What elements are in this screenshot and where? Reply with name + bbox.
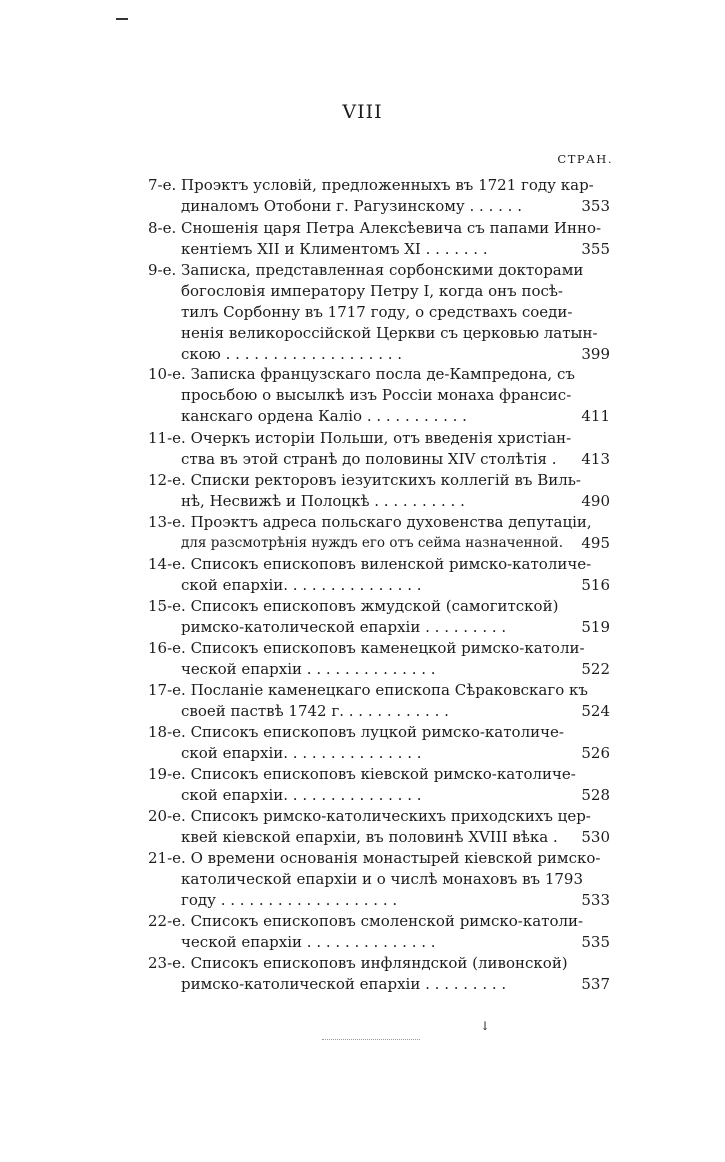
toc-entry-line <box>148 532 610 554</box>
toc-entry-page: 528 <box>581 786 610 804</box>
toc-entry-text: 8-е. Сношенія царя Петра Алексѣевича съ папами Инно- <box>148 219 602 237</box>
toc-entry-line <box>148 973 610 995</box>
toc-entry-text: 17-е. Посланіе каменецкаго епископа Сѣраковскаго къ <box>148 681 588 699</box>
toc-entry-line <box>148 343 610 365</box>
toc-entry-text: ческой епархіи . . . . . . . . . . . . . . <box>181 933 436 951</box>
toc-entry <box>148 952 610 994</box>
toc-entry-line <box>148 363 610 385</box>
toc-entry-page: 530 <box>581 828 610 846</box>
toc-entry-text: квей кіевской епархіи, въ половинѣ XVIII вѣка . <box>181 828 558 846</box>
toc-entry-line <box>148 889 610 911</box>
toc-entry-line <box>148 174 610 196</box>
toc-entry-text: 21-е. О времени основанія монастырей кіевской римско- <box>148 849 601 867</box>
toc-entry-line <box>148 679 610 701</box>
end-rule <box>322 1039 420 1040</box>
toc-entry-page: 399 <box>581 345 610 363</box>
toc-entry-text: 9-е. Записка, представленная сорбонскими докторами <box>148 261 584 279</box>
toc-entry-text: 7-е. Проэктъ условій, предложенныхъ въ 1721 году кар- <box>148 176 594 194</box>
toc-entry <box>148 805 610 847</box>
toc-entry-text: кентіемъ XII и Климентомъ XI . . . . . . . <box>181 240 488 258</box>
toc-entry <box>148 721 610 763</box>
toc-entry-text: римско-католической епархіи . . . . . . . . . <box>181 618 507 636</box>
toc-entry <box>148 679 610 721</box>
toc-entry-text: просьбою о высылкѣ изъ Россіи монаха франсис- <box>181 386 572 404</box>
toc-entry-text: 23-е. Списокъ епископовъ инфляндской (ливонской) <box>148 954 568 972</box>
toc-entry-line <box>148 405 610 427</box>
page-number: VIII <box>342 101 383 123</box>
toc-entry <box>148 363 610 426</box>
toc-entry-page: 495 <box>581 534 610 552</box>
toc-entry-page: 490 <box>581 492 610 510</box>
toc-entry-text: 22-е. Списокъ епископовъ смоленской римско-католи- <box>148 912 584 930</box>
toc-entry <box>148 469 610 511</box>
toc-entry <box>148 637 610 679</box>
toc-entry-line <box>148 384 610 406</box>
toc-entry-text: ческой епархіи . . . . . . . . . . . . . . <box>181 660 436 678</box>
toc-entry-page: 355 <box>581 240 610 258</box>
toc-entry-text: диналомъ Отобони г. Рагузинскому . . . . . . <box>181 197 522 215</box>
toc-entry <box>148 259 610 364</box>
toc-entry-line <box>148 322 610 344</box>
toc-entry-page: 524 <box>581 702 610 720</box>
toc-entry-text: 14-е. Списокъ епископовъ виленской римско-католиче- <box>148 555 592 573</box>
toc-entry <box>148 553 610 595</box>
toc-entry-line <box>148 616 610 638</box>
toc-entry-text: 19-е. Списокъ епископовъ кіевской римско-католиче- <box>148 765 576 783</box>
toc-entry-page: 519 <box>581 618 610 636</box>
toc-entry-line <box>148 553 610 575</box>
toc-entry-text: 15-е. Списокъ епископовъ жмудской (самогитской) <box>148 597 559 615</box>
toc-entry-page: 353 <box>581 197 610 215</box>
toc-entry-line <box>148 217 610 239</box>
toc-entry-text: ненія великороссійской Церкви съ церковью латын- <box>181 324 598 342</box>
toc-entry-text: католической епархіи и о числѣ монаховъ въ 1793 <box>181 870 584 888</box>
toc-entry-text: ства въ этой странѣ до половины XIV столѣтія . <box>181 450 557 468</box>
toc-entry <box>148 910 610 952</box>
toc-entry-line <box>148 280 610 302</box>
toc-entry-text: богословія императору Петру I, когда онъ посѣ- <box>181 282 564 300</box>
toc-entry-line <box>148 868 610 890</box>
toc-entry-line <box>148 847 610 869</box>
toc-entry-line <box>148 784 610 806</box>
toc-entry-text: 18-е. Списокъ епископовъ луцкой римско-католиче- <box>148 723 564 741</box>
toc-entry-text: 13-е. Проэктъ адреса польскаго духовенства депутаціи, <box>148 513 592 531</box>
toc-entry-line <box>148 574 610 596</box>
toc-entry-text: канскаго ордена Каліо . . . . . . . . . . . <box>181 407 467 425</box>
toc-entry-text: для разсмотрѣнія нуждъ его отъ сейма назначенной. <box>181 535 563 551</box>
toc-entry-line <box>148 910 610 932</box>
toc-entry-line <box>148 700 610 722</box>
toc-entry-line <box>148 763 610 785</box>
toc-entry-line <box>148 427 610 449</box>
toc-entry-line <box>148 238 610 260</box>
toc-entry-line <box>148 637 610 659</box>
toc-entry-page: 413 <box>581 450 610 468</box>
toc-entry-line <box>148 658 610 680</box>
toc-entry <box>148 847 610 910</box>
toc-entry-page: 522 <box>581 660 610 678</box>
toc-entry <box>148 763 610 805</box>
toc-entry-line <box>148 952 610 974</box>
toc-entry-line <box>148 490 610 512</box>
toc-entry-text: ской епархіи. . . . . . . . . . . . . . . <box>181 786 422 804</box>
toc-entry <box>148 427 610 469</box>
toc-entry <box>148 511 610 553</box>
toc-entry-line <box>148 195 610 217</box>
toc-entry-line <box>148 259 610 281</box>
page-column-header: СТРАН. <box>557 152 613 166</box>
toc-entry-text: 10-е. Записка французскаго посла де-Кампредона, съ <box>148 365 575 383</box>
toc-entry-line <box>148 469 610 491</box>
toc-entry <box>148 595 610 637</box>
toc-entry-text: 12-е. Списки ректоровъ іезуитскихъ коллегій въ Виль- <box>148 471 581 489</box>
end-mark: ↓ <box>480 1019 491 1033</box>
toc-entry-page: 533 <box>581 891 610 909</box>
toc-entry-page: 526 <box>581 744 610 762</box>
corner-mark <box>116 18 128 20</box>
toc-entry-line <box>148 721 610 743</box>
toc-entry-text: году . . . . . . . . . . . . . . . . . . . <box>181 891 398 909</box>
toc-entry-page: 535 <box>581 933 610 951</box>
toc-entry-text: своей паствѣ 1742 г. . . . . . . . . . . . <box>181 702 449 720</box>
toc-entry-text: тилъ Сорбонну въ 1717 году, о средствахъ соеди- <box>181 303 573 321</box>
toc-entry-line <box>148 805 610 827</box>
toc-entry-page: 411 <box>581 407 610 425</box>
toc-entry-text: 16-е. Списокъ епископовъ каменецкой римско-католи- <box>148 639 585 657</box>
toc-entry-line <box>148 511 610 533</box>
toc-entry-text: скою . . . . . . . . . . . . . . . . . . . <box>181 345 403 363</box>
toc-entry-text: римско-католической епархіи . . . . . . . . . <box>181 975 507 993</box>
toc-entry-line <box>148 448 610 470</box>
toc-entry-line <box>148 301 610 323</box>
toc-entry-line <box>148 595 610 617</box>
toc-entry-page: 537 <box>581 975 610 993</box>
toc-entry-line <box>148 826 610 848</box>
toc-entry-text: ской епархіи. . . . . . . . . . . . . . . <box>181 576 422 594</box>
toc-entry-text: 20-е. Списокъ римско-католическихъ приходскихъ цер- <box>148 807 591 825</box>
toc-entry <box>148 217 610 259</box>
toc-entry-page: 516 <box>581 576 610 594</box>
toc-entry-text: 11-е. Очеркъ исторіи Польши, отъ введенія христіан- <box>148 429 572 447</box>
toc-entry-text: ской епархіи. . . . . . . . . . . . . . . <box>181 744 422 762</box>
toc-entry <box>148 174 610 216</box>
toc-entry-line <box>148 931 610 953</box>
toc-entry-text: нѣ, Несвижѣ и Полоцкѣ . . . . . . . . . . <box>181 492 465 510</box>
toc-entry-line <box>148 742 610 764</box>
